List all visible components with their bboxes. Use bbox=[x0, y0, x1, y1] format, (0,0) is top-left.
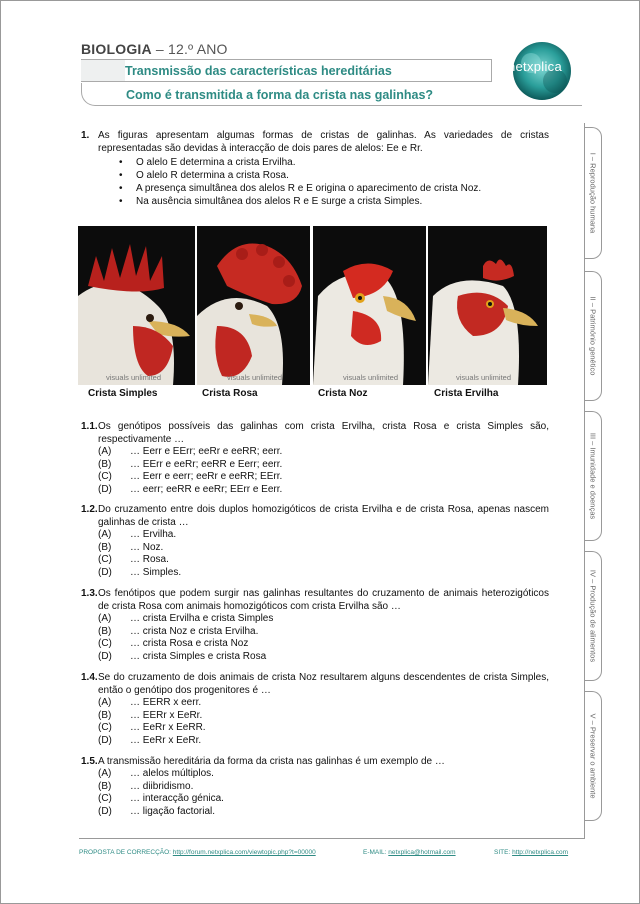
option-c[interactable]: (C) … interacção génica. bbox=[98, 793, 224, 804]
worksheet-subtitle: Como é transmitida a forma da crista nas galinhas? bbox=[126, 88, 434, 102]
options-list bbox=[98, 446, 282, 496]
question-number: 1.5. bbox=[81, 756, 98, 767]
option-c[interactable]: (C) … Eerr e eerr; eeRr e eeRR; EErr. bbox=[98, 471, 283, 482]
option-a[interactable]: (A) … Eerr e EErr; eeRr e eeRR; eerr. bbox=[98, 446, 283, 457]
correction-label: PROPOSTA DE CORRECÇÃO: bbox=[79, 849, 171, 856]
side-tab-ambiente[interactable] bbox=[585, 691, 602, 821]
options-list bbox=[98, 613, 273, 663]
option-d[interactable]: (D) … crista Simples e crista Rosa bbox=[98, 650, 267, 662]
option-d[interactable]: (D) … Simples. bbox=[98, 566, 182, 578]
side-tab-patrimonio[interactable] bbox=[585, 271, 602, 401]
side-tab-imunidade[interactable] bbox=[585, 411, 602, 541]
question-text: As figuras apresentam algumas formas de cristas de galinhas. As variedades de cristas representadas são devidas à interacção de dois pares de alelos: Ee e Rr. bbox=[98, 130, 549, 154]
footer-correction bbox=[79, 849, 316, 856]
worksheet-title: Transmissão das características hereditárias bbox=[125, 64, 392, 78]
question-text: Os fenótipos que podem surgir nas galinhas resultantes do cruzamento de animais heterozigóticos de crista Rosa com animais homozigóticos com crista Ervilha são … bbox=[98, 588, 549, 612]
option-b[interactable]: (B) … EErr e eeRr; eeRR e Eerr; eerr. bbox=[98, 458, 283, 470]
options-list bbox=[98, 529, 181, 579]
grade-label: – 12.º ANO bbox=[155, 41, 228, 57]
option-b[interactable]: (B) … EERr x EeRr. bbox=[98, 709, 203, 721]
list-item: • A presença simultânea dos alelos R e E origina o aparecimento de crista Noz. bbox=[119, 183, 482, 194]
option-c[interactable]: (C) … EeRr x EeRR. bbox=[98, 722, 206, 733]
caption-crista-simples: Crista Simples bbox=[88, 388, 158, 399]
option-d[interactable]: (D) … eerr; eeRR e eeRr; EErr e Eerr. bbox=[98, 483, 283, 495]
photo-crista-rosa bbox=[197, 226, 310, 385]
side-tab-label: IV – Produção de alimentos bbox=[588, 569, 598, 663]
question-number: 1.3. bbox=[81, 588, 98, 599]
side-tab-producao[interactable] bbox=[585, 551, 602, 681]
logo-text: netxplica bbox=[508, 59, 563, 74]
correction-link[interactable]: http://forum.netxplica.com/viewtopic.php?t=00000 bbox=[172, 849, 316, 856]
list-item: • O alelo E determina a crista Ervilha. bbox=[119, 157, 296, 168]
photo-crista-noz bbox=[313, 226, 426, 385]
options-list bbox=[98, 768, 224, 818]
option-d[interactable]: (D) … ligação factorial. bbox=[98, 805, 216, 817]
option-a[interactable]: (A) … alelos múltiplos. bbox=[98, 768, 214, 779]
site-link[interactable]: http://netxplica.com bbox=[512, 849, 569, 856]
question-number: 1.2. bbox=[81, 504, 98, 515]
title-bar bbox=[81, 59, 492, 82]
photo-watermark: visuals unlimited bbox=[456, 373, 512, 382]
option-b[interactable]: (B) … Noz. bbox=[98, 541, 164, 553]
subject-label: BIOLOGIA bbox=[81, 41, 152, 57]
option-c[interactable]: (C) … Rosa. bbox=[98, 554, 169, 565]
option-b[interactable]: (B) … diibridismo. bbox=[98, 780, 194, 792]
option-a[interactable]: (A) … Ervilha. bbox=[98, 529, 177, 540]
side-tab-label: I – Reprodução humana bbox=[588, 152, 598, 234]
side-tab-label: III – Imunidade e doenças bbox=[588, 432, 598, 520]
option-a[interactable]: (A) … crista Ervilha e crista Simples bbox=[98, 613, 274, 624]
question-text: Se do cruzamento de dois animais de crista Noz resultarem alguns descendentes de crista Simples, então o genótipo dos progenitores é … bbox=[98, 672, 549, 696]
email-label: E-MAIL: bbox=[363, 849, 387, 856]
side-tab-label: II – Património genético bbox=[588, 296, 598, 376]
caption-crista-rosa: Crista Rosa bbox=[202, 388, 258, 399]
caption-crista-noz: Crista Noz bbox=[318, 388, 368, 399]
allele-rules-list bbox=[119, 156, 481, 208]
footer-email bbox=[363, 849, 456, 856]
options-list bbox=[98, 697, 206, 747]
side-tab-reproducao[interactable] bbox=[585, 127, 602, 259]
email-link[interactable]: netxplica@hotmail.com bbox=[388, 849, 456, 856]
photo-watermark: visuals unlimited bbox=[343, 373, 399, 382]
option-a[interactable]: (A) … EERR x eerr. bbox=[98, 697, 202, 708]
header-subject bbox=[81, 41, 228, 57]
photo-crista-simples bbox=[78, 226, 195, 385]
caption-crista-ervilha: Crista Ervilha bbox=[434, 388, 499, 399]
question-number: 1.1. bbox=[81, 421, 98, 432]
photo-watermark: visuals unlimited bbox=[106, 373, 162, 382]
title-bar-accent bbox=[81, 59, 125, 82]
option-c[interactable]: (C) … crista Rosa e crista Noz bbox=[98, 638, 249, 649]
footer-site bbox=[494, 849, 568, 856]
question-number: 1.4. bbox=[81, 672, 98, 683]
side-tab-label: V – Preservar o ambiente bbox=[588, 713, 598, 799]
question-number: 1. bbox=[81, 130, 90, 141]
question-text: A transmissão hereditária da forma da crista nas galinhas é um exemplo de … bbox=[98, 756, 445, 767]
site-label: SITE: bbox=[494, 849, 511, 856]
photo-crista-ervilha bbox=[428, 226, 547, 385]
option-d[interactable]: (D) … EeRr x EeRr. bbox=[98, 734, 202, 746]
photo-watermark: visuals unlimited bbox=[227, 373, 283, 382]
question-text: Do cruzamento entre dois duplos homozigóticos de crista Ervilha e de crista Rosa, apenas nascem galinhas de crista … bbox=[98, 504, 549, 528]
list-item: • Na ausência simultânea dos alelos R e E surge a crista Simples. bbox=[119, 196, 423, 207]
option-b[interactable]: (B) … crista Noz e crista Ervilha. bbox=[98, 625, 259, 637]
list-item: • O alelo R determina a crista Rosa. bbox=[119, 170, 289, 181]
question-text: Os genótipos possíveis das galinhas com crista Ervilha, crista Rosa e crista Simples são, respectivamente … bbox=[98, 421, 549, 445]
